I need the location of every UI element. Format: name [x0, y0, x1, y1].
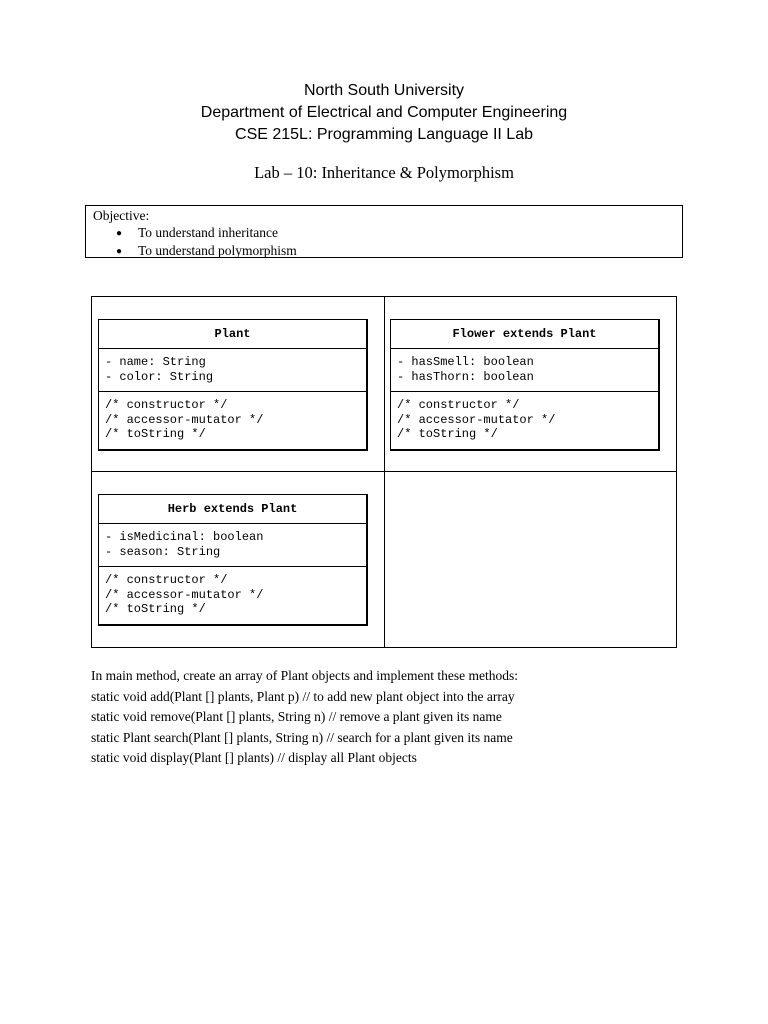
uml-method: /* toString */: [105, 427, 206, 441]
uml-method: /* accessor-mutator */: [397, 412, 556, 427]
objective-item-text: To understand inheritance: [138, 225, 279, 240]
objective-item: [116, 225, 278, 241]
course-title: CSE 215L: Programming Language II Lab: [235, 126, 533, 143]
uml-field: - isMedicinal: boolean: [105, 530, 264, 544]
instruction-line: static void display(Plant [] plants) // display all Plant objects: [91, 750, 417, 765]
uml-field: - name: String: [105, 355, 206, 369]
uml-field: - hasThorn: boolean: [397, 369, 534, 384]
uml-class-title: Herb extends Plant: [99, 495, 366, 524]
uml-method: /* toString */: [105, 602, 206, 616]
uml-methods: [99, 391, 366, 449]
uml-method: /* toString */: [397, 427, 498, 441]
grid-divider-vertical: [384, 297, 385, 647]
uml-method: /* accessor-mutator */: [105, 412, 264, 427]
uml-method: /* constructor */: [397, 398, 520, 412]
uml-fields: [99, 349, 366, 391]
instructions: [91, 666, 691, 769]
lab-title: Lab – 10: Inheritance & Polymorphism: [254, 163, 514, 182]
uml-method: /* constructor */: [105, 573, 228, 587]
university-name: North South University: [303, 82, 465, 99]
class-diagram-grid: [91, 296, 677, 648]
uml-field: - color: String: [105, 369, 214, 384]
uml-class-title: Plant: [99, 320, 366, 349]
uml-field: - hasSmell: boolean: [397, 355, 534, 369]
uml-methods: [99, 566, 366, 624]
instruction-line: static Plant search(Plant [] plants, String n) // search for a plant given its name: [91, 729, 513, 745]
uml-class-flower: [390, 319, 660, 451]
uml-fields: [391, 349, 658, 391]
bullet-icon: ●: [116, 246, 123, 257]
bullet-icon: ●: [116, 228, 123, 239]
uml-method: /* accessor-mutator */: [105, 587, 264, 602]
instruction-line: static void add(Plant [] plants, Plant p) // to add new plant object into the array: [91, 688, 515, 704]
objective-box: [85, 205, 683, 258]
uml-field: - season: String: [105, 544, 221, 559]
uml-class-herb: [98, 494, 368, 626]
uml-class-title: Flower extends Plant: [391, 320, 658, 349]
uml-methods: [391, 391, 658, 449]
objective-item-text: To understand polymorphism: [138, 243, 297, 258]
uml-method: /* constructor */: [105, 398, 228, 412]
objective-item: [116, 243, 297, 259]
uml-class-plant: [98, 319, 368, 451]
grid-divider-horizontal: [92, 471, 676, 472]
uml-fields: [99, 524, 366, 566]
department-name: Department of Electrical and Computer Engineering: [200, 104, 568, 121]
instruction-line: In main method, create an array of Plant objects and implement these methods:: [91, 668, 518, 683]
objective-label: Objective:: [93, 208, 150, 223]
instruction-line: static void remove(Plant [] plants, String n) // remove a plant given its name: [91, 709, 502, 724]
